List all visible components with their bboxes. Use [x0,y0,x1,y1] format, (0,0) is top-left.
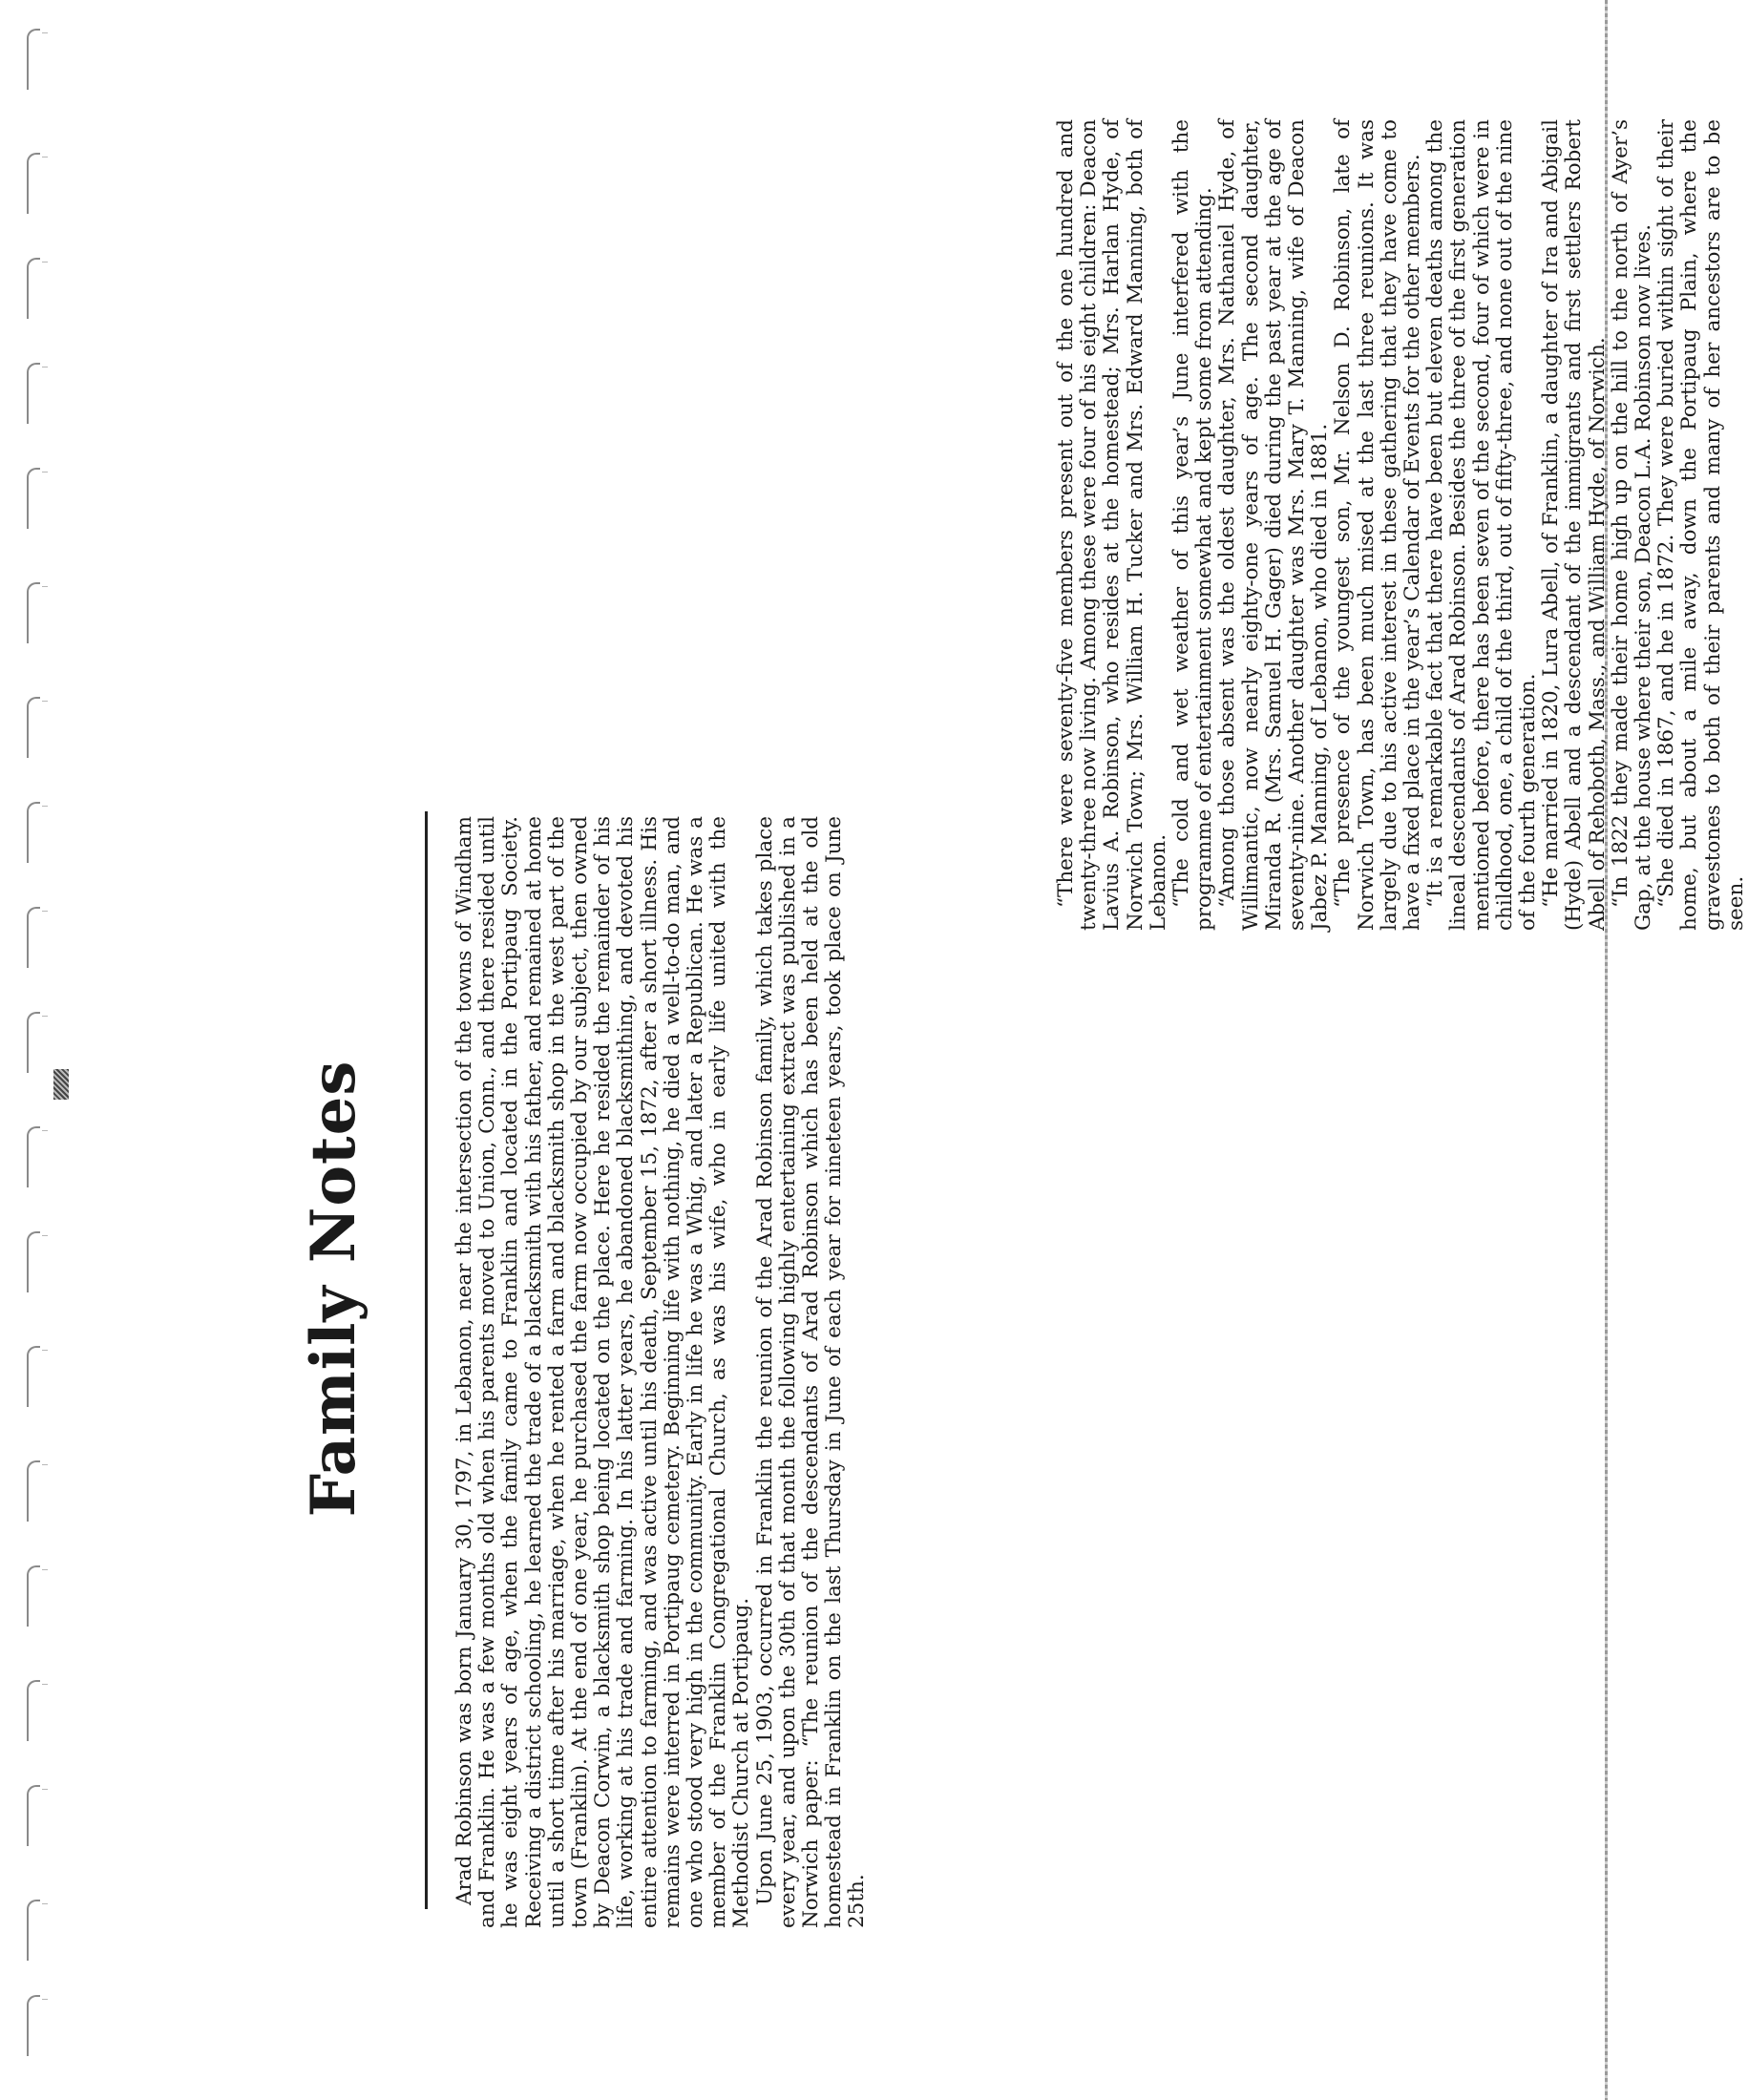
paragraph: “He married in 1820, Lura Abell, of Franklin, a daughter of Ira and Abigail (Hyde) Abell and a descendant of the immigrants and first settlers Robert Abell of Rehoboth, Mass., and William Hyde, of Norwich. [1539,119,1610,931]
paragraph: “She died in 1867, and he in 1872. They were buried within sight of their home, but about a mile away, down the Portipaug Plain, where the gravestones to both of their parents and many of her ancestors are to be seen. [1654,119,1748,931]
paragraph: “There were seventy-five members present out of the one hundred and twenty-three now living. Among these were four of his eight children: Deacon Lavius A. Robinson, who resides at the homestead; Mrs. Harlan Hyde, of Norwich Town; Mrs. William H. Tucker and Mrs. Edward Manning, both of Lebanon. [1054,119,1170,931]
paragraph: “The presence of the youngest son, Mr. Nelson D. Robinson, late of Norwich Town, has been much mised at the last three reunions. It was largely due to his active interest in these gathering that they have come to have a fixed place in the year’s Calendar of Events for the other members. [1331,119,1425,931]
paragraph: Arad Robinson was born January 30, 1797, in Lebanon, near the intersection of the towns of Windham and Franklin. He was a few months old when his parents moved to Union, Conn., and there resided until he was eight years of age, when the family came to Franklin and located in the Portipaug Society. Receiving a district schooling, he learned the trade of a blacksmith with his father, and remained at home until a short time after his marriage, when he rented a farm and blacksmith shop in the west part of the town (Franklin). At the end of one year, he purchased the farm now occupied by our subject, then owned by Deacon Corwin, a blacksmith shop being located on the place. Here he resided the remainder of his life, working at his trade and farming. In his latter years, he abandoned blacksmithing, and devoted his entire attention to farming, and was active until his death, September 15, 1872, after a short illness. His remains were interred in Portipaug cemetery. Beginning life with nothing, he died a well-to-do man, and one who stood very high in the community. Early in life he was a Whig, and later a Republican. He was a member of the Franklin Congregational Church, as was his wife, who in early life united with the Methodist Church at Portipaug. [453,816,754,1928]
paragraph: “It is a remarkable fact that there have been but eleven deaths among the lineal descendants of Arad Robinson. Besides the three of the first generation mentioned before, there has been seven of the second, four of which were in childhood, one, a child of the third, out of fifty-three, and none out of the nine of the fourth generation. [1423,119,1541,931]
page-title: Family Notes [298,1060,369,1518]
paragraph: “The cold and wet weather of this year’s June interfered with the programme of entertainment somewhat and kept some from attending. [1169,119,1217,931]
paragraph: “In 1822 they made their home high up on the hill to the north of Ayer’s Gap, at the house where their son, Deacon L.A. Robinson now lives. [1608,119,1656,931]
paragraph: Upon June 25, 1903, occurred in Franklin the reunion of the Arad Robinson family, which takes place every year, and upon the 30th of that month the following highly entertaining extract was published in a Norwich paper: “The reunion of the descendants of Arad Robinson which has been held at the old homestead in Franklin on the last Thursday in June of each year for nineteen years, took place on June 25th. [752,816,870,1928]
title-divider [425,811,428,1909]
right-column [1055,119,1748,931]
left-column [453,816,870,1928]
paragraph: “Among those absent was the oldest daughter, Mrs. Nathaniel Hyde, of Willimantic, now nearly eighty-one years of age. The second daughter, Miranda R. (Mrs. Samuel H. Gager) died during the past year at the age of seventy-nine. Another daughter was Mrs. Mary T. Manning, wife of Deacon Jabez P. Manning, of Lebanon, who died in 1881. [1215,119,1333,931]
